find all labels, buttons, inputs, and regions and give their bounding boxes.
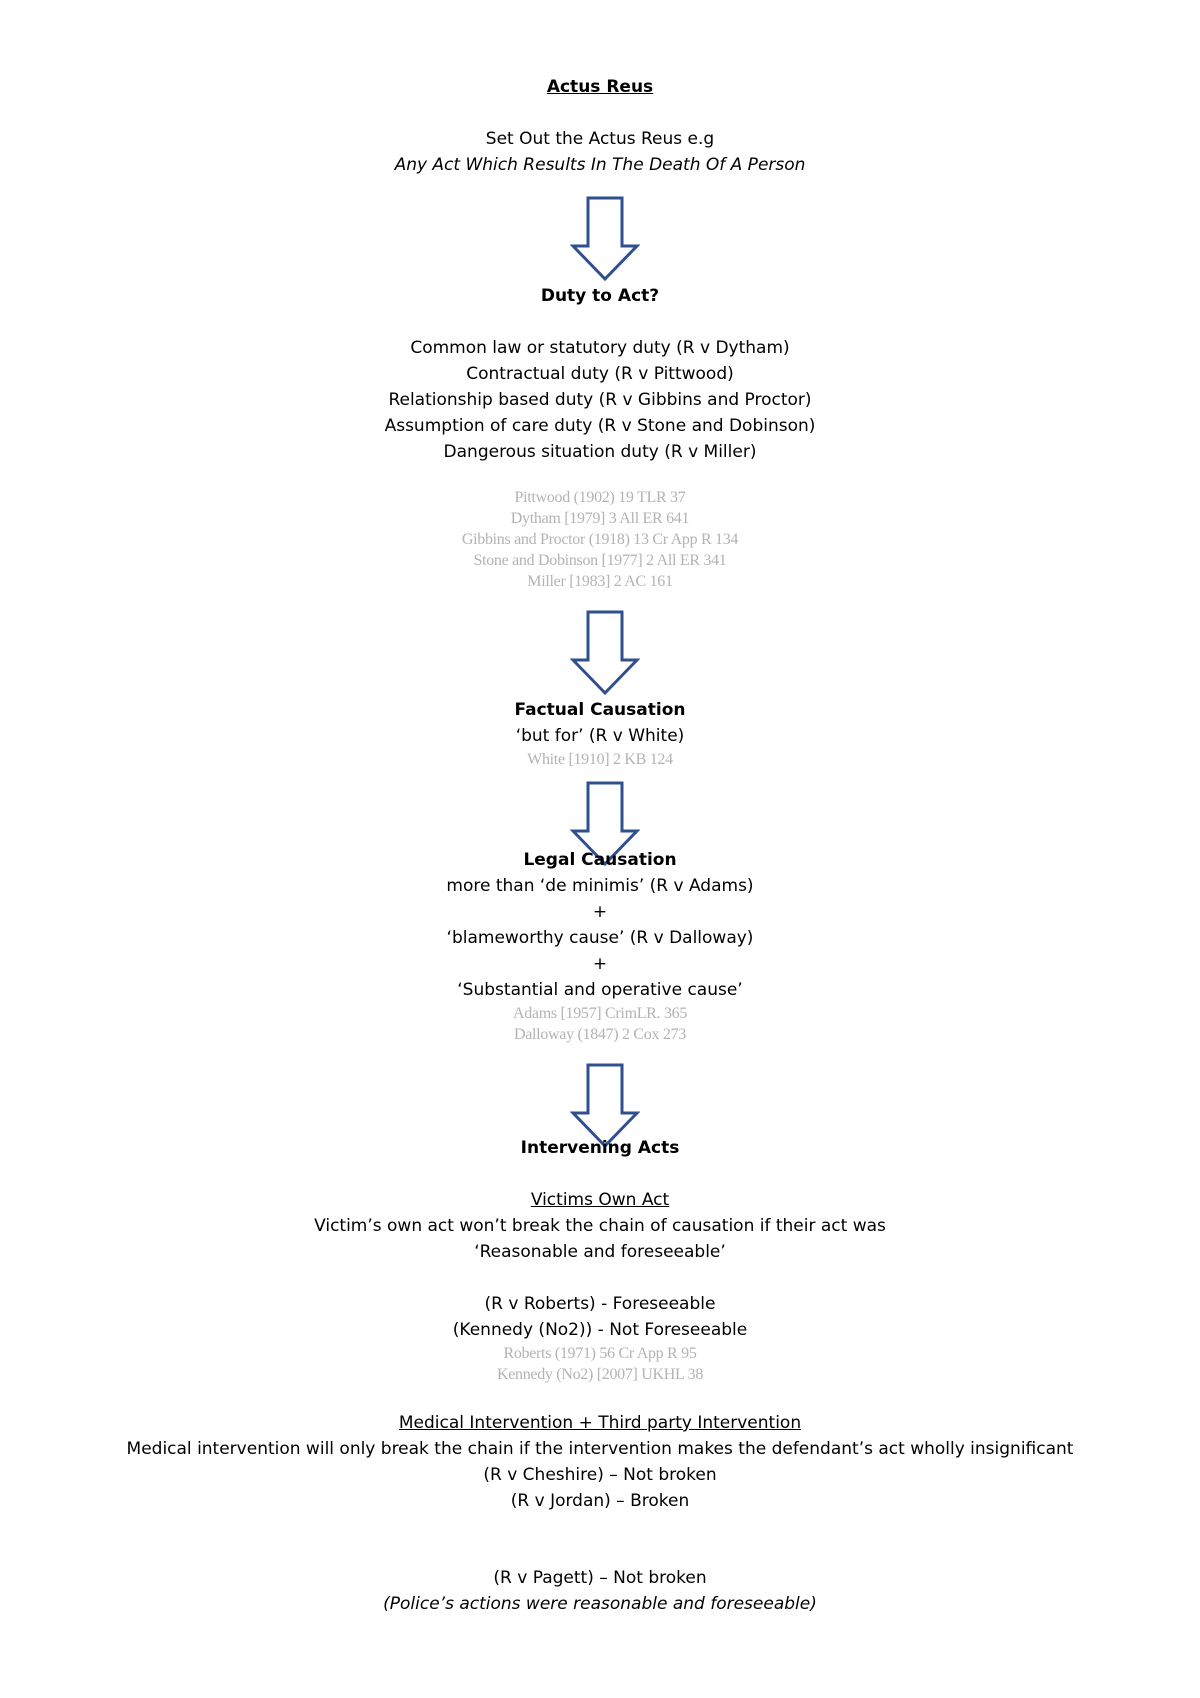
actus-reus-heading: Actus Reus bbox=[546, 77, 654, 97]
duty-citation: Gibbins and Proctor (1918) 13 Cr App R 134 bbox=[461, 531, 739, 548]
medical-case: (R v Pagett) – Not broken bbox=[493, 1568, 707, 1588]
duty-item: Common law or statutory duty (R v Dytham) bbox=[410, 338, 790, 358]
duty-item: Dangerous situation duty (R v Miller) bbox=[443, 442, 757, 462]
duty-item: Contractual duty (R v Pittwood) bbox=[466, 364, 734, 384]
legal-citation: Dalloway (1847) 2 Cox 273 bbox=[513, 1026, 687, 1043]
legal-line: ‘blameworthy cause’ (R v Dalloway) bbox=[446, 928, 754, 948]
medical-rule: Medical intervention will only break the chain if the intervention makes the defendant’s act wholly insignificant bbox=[126, 1439, 1074, 1459]
legal-heading: Legal Causation bbox=[523, 850, 677, 870]
victim-rule-line2: ‘Reasonable and foreseeable’ bbox=[474, 1242, 726, 1262]
actus-reus-example: Any Act Which Results In The Death Of A Person bbox=[394, 155, 806, 175]
medical-case: (R v Cheshire) – Not broken bbox=[483, 1465, 717, 1485]
victim-rule-line1: Victim’s own act won’t break the chain of causation if their act was bbox=[314, 1216, 886, 1236]
duty-citation: Miller [1983] 2 AC 161 bbox=[527, 573, 673, 590]
down-arrow-icon bbox=[570, 610, 640, 696]
legal-plus: + bbox=[592, 954, 608, 974]
legal-citation: Adams [1957] CrimLR. 365 bbox=[512, 1005, 688, 1022]
duty-citation: Dytham [1979] 3 All ER 641 bbox=[510, 510, 690, 527]
victim-case: (R v Roberts) - Foreseeable bbox=[484, 1294, 716, 1314]
down-arrow-icon bbox=[570, 196, 640, 282]
duty-citation: Pittwood (1902) 19 TLR 37 bbox=[514, 489, 686, 506]
intervening-heading: Intervening Acts bbox=[520, 1138, 680, 1158]
victim-citation: Kennedy (No2) [2007] UKHL 38 bbox=[496, 1366, 704, 1383]
factual-test: ‘but for’ (R v White) bbox=[515, 726, 685, 746]
legal-line: more than ‘de minimis’ (R v Adams) bbox=[446, 876, 754, 896]
duty-item: Assumption of care duty (R v Stone and Dobinson) bbox=[384, 416, 816, 436]
legal-line: ‘Substantial and operative cause’ bbox=[457, 980, 743, 1000]
duty-item: Relationship based duty (R v Gibbins and Proctor) bbox=[388, 390, 812, 410]
legal-plus: + bbox=[592, 902, 608, 922]
duty-heading: Duty to Act? bbox=[540, 286, 660, 306]
medical-subheading: Medical Intervention + Third party Intervention bbox=[398, 1413, 802, 1433]
factual-heading: Factual Causation bbox=[514, 700, 686, 720]
duty-citation: Stone and Dobinson [1977] 2 All ER 341 bbox=[473, 552, 727, 569]
actus-reus-intro: Set Out the Actus Reus e.g bbox=[485, 129, 715, 149]
victim-case: (Kennedy (No2)) - Not Foreseeable bbox=[452, 1320, 748, 1340]
medical-note: (Police’s actions were reasonable and foreseeable) bbox=[383, 1594, 817, 1614]
victim-subheading: Victims Own Act bbox=[530, 1190, 670, 1210]
factual-citation: White [1910] 2 KB 124 bbox=[527, 751, 673, 768]
victim-citation: Roberts (1971) 56 Cr App R 95 bbox=[503, 1345, 697, 1362]
medical-case: (R v Jordan) – Broken bbox=[510, 1491, 690, 1511]
